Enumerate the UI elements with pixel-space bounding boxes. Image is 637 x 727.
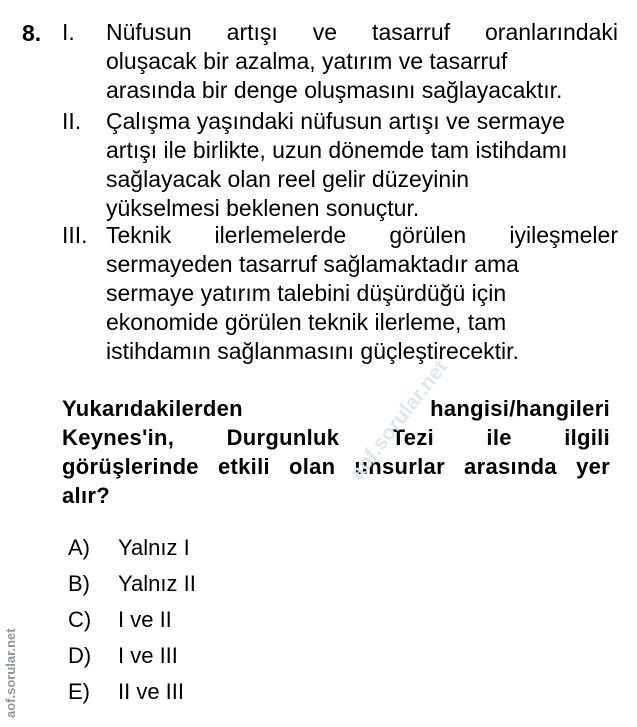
- statement-numeral: III.: [62, 222, 88, 248]
- statement-numeral: II.: [62, 108, 82, 134]
- statement-line: sağlayacak olan reel gelir düzeyinin: [106, 166, 470, 192]
- stem-line: görüşlerinde etkili olan unsurlar arasında yer: [62, 454, 610, 479]
- statement-numeral: I.: [62, 19, 75, 45]
- statement-line: Teknik ilerlemelerde görülen iyileşmeler: [106, 222, 618, 248]
- question-stem: [62, 394, 610, 510]
- statement-line: arasında bir denge oluşmasını sağlayacaktır.: [106, 77, 563, 103]
- stem-line: Yukarıdakilerden hangisi/hangileri: [62, 396, 610, 421]
- option-letter: D): [68, 643, 92, 668]
- statement-line: oluşacak bir azalma, yatırım ve tasarruf: [106, 48, 508, 74]
- option-letter: A): [68, 535, 90, 560]
- statement-3: [62, 221, 618, 366]
- statement-2: [62, 107, 618, 223]
- stem-line: Keynes'in, Durgunluk Tezi ile ilgili: [62, 425, 610, 450]
- option-text: Yalnız I: [118, 535, 190, 560]
- statement-line: yükselmesi beklenen sonuçtur.: [106, 195, 420, 221]
- question-number: 8.: [22, 20, 42, 46]
- watermark-side: aof.sorular.net: [3, 628, 18, 718]
- statement-line: sermayeden tasarruf sağlamaktadır ama: [106, 251, 519, 277]
- watermark-diagonal: aof.sorular.net: [345, 355, 453, 485]
- statement-1: [62, 18, 618, 105]
- option-letter: E): [68, 679, 90, 704]
- option-letter: B): [68, 571, 90, 596]
- statement-line: artışı ile birlikte, uzun dönemde tam istihdamı: [106, 137, 568, 163]
- statement-line: istihdamın sağlanmasını güçleştirecektir.: [106, 338, 519, 364]
- option-text: I ve II: [118, 607, 172, 632]
- statement-line: Çalışma yaşındaki nüfusun artışı ve sermaye: [106, 108, 565, 134]
- statement-line: Nüfusun artışı ve tasarruf oranlarındaki: [106, 19, 618, 45]
- option-letter: C): [68, 607, 92, 632]
- option-text: Yalnız II: [118, 571, 196, 596]
- option-text: II ve III: [118, 679, 185, 704]
- statement-line: ekonomide görülen teknik ilerleme, tam: [106, 309, 507, 335]
- option-text: I ve III: [118, 643, 178, 668]
- stem-line: alır?: [62, 483, 110, 508]
- statement-line: sermaye yatırım talebini düşürdüğü için: [106, 280, 507, 306]
